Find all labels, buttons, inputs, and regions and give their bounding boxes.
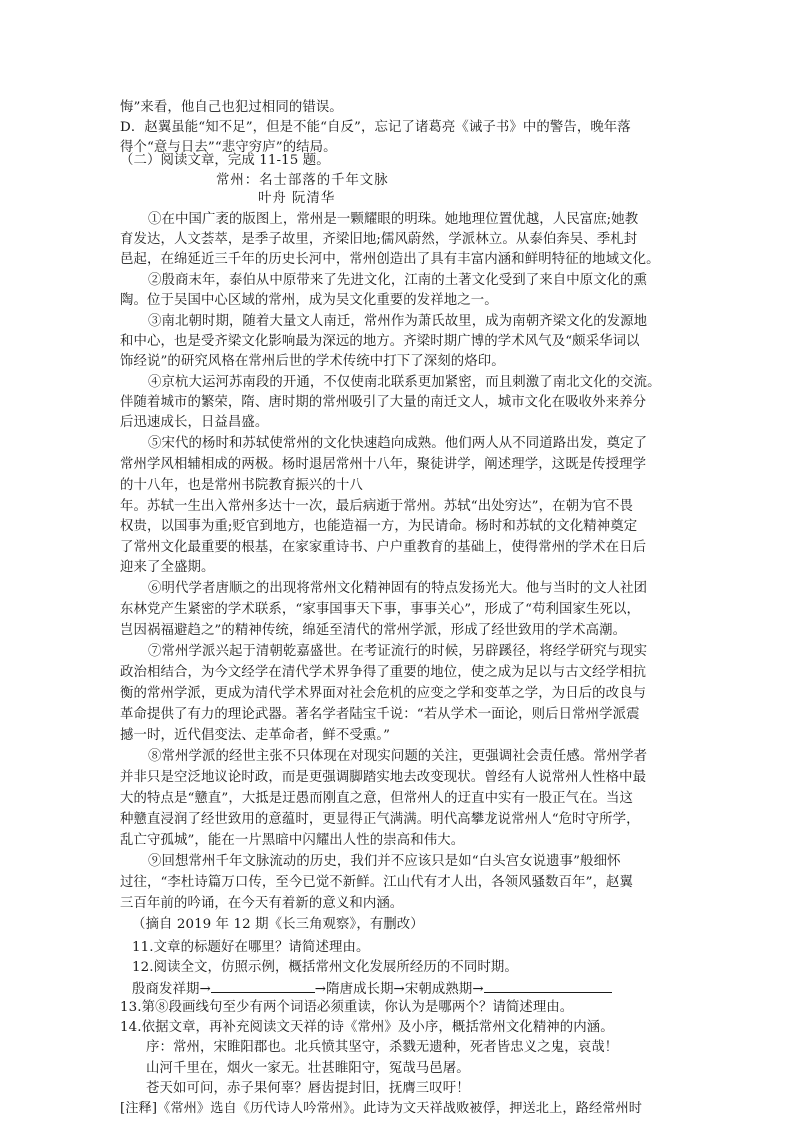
paragraph-4-line: 伴随着城市的繁荣，隋、唐时期的常州吸引了大量的南迁文人，城市文化在吸收外来养分	[120, 395, 647, 410]
paragraph-6-line: 岂因祸福避趋之”的精神传统，绵延至清代的常州学派，形成了经世致用的学术高潮。	[120, 623, 627, 638]
paragraph-3-line: 饰经说”的研究风格在常州后世的学术传统中打下了深刻的烙印。	[120, 354, 505, 369]
paragraph-6-line: ⑥明代学者唐顺之的出现将常州文化精神固有的特点发扬光大。他与当时的文人社团	[148, 581, 648, 596]
paragraph-1-line: 邑起，在绵延近三千年的历史长河中，常州创造出了具有丰富内涵和鲜明特征的地域文化。	[120, 252, 660, 267]
paragraph-7-line: ⑦常州学派兴起于清朝乾嘉盛世。在考证流行的时候，另辟蹊径，将经学研究与现实	[148, 644, 648, 659]
paragraph-1-line: ①在中国广袤的版图上，常州是一颗耀眼的明珠。她地理位置优越，人民富庶;她教	[148, 212, 639, 227]
paragraph-5-line: 权贵，以国事为重;贬官到地方，也能造福一方，为民请命。杨时和苏轼的文化精神奠定	[120, 519, 638, 534]
paragraph-5-line: 常州学风相辅相成的两极。杨时退居常州十八年，聚徒讲学，阐述理学，这既是传授理学	[120, 457, 647, 472]
paragraph-5-line: 的十八年，也是常州书院教育振兴的十八	[120, 478, 363, 493]
q12-prefix: 殷商发祥期→	[132, 982, 211, 997]
paragraph-7-line: 衡的常州学派，更成为清代学术界面对社会危机的应变之学和变革之学，为日后的改良与	[120, 686, 647, 701]
paragraph-1-line: 育发达，人文荟萃，是季子故里，齐梁旧地;儒风蔚然，学派林立。从泰伯奔吴、季札封	[120, 232, 638, 247]
paragraph-7-line: 政治相结合，为今文经学在清代学术界争得了重要的地位，使之成为足以与古文经学相抗	[120, 665, 647, 680]
paragraph-8-line: ⑧常州学派的经世主张不只体现在对现实问题的关注，更强调社会责任感。常州学者	[148, 749, 648, 764]
question-14: 14.依据文章，再补充阅读文天祥的诗《常州》及小序，概括常州文化精神的内涵。	[120, 1020, 614, 1035]
paragraph-7-line: 撼一时，近代倡变法、走革命者，鲜不受熏。”	[120, 728, 391, 743]
paragraph-8-line: 乱亡守孤城”，能在一片黑暗中闪耀出人性的崇高和伟大。	[120, 833, 465, 848]
question-13: 13.第⑧段画线句至少有两个词语必须重读，你认为是哪两个？请简述理由。	[120, 1000, 574, 1015]
article-title: 常州：名士部落的千年文脉	[216, 173, 389, 188]
question-12-fill-line	[132, 978, 694, 998]
article-author: 叶舟 阮清华	[258, 191, 336, 206]
paragraph-5-line: 迎来了全盛期。	[120, 560, 215, 575]
paragraph-9-line: 三百年前的吟诵，在今天有着新的意义和内涵。	[120, 896, 404, 911]
source-citation: （摘自 2019 年 12 期《长三角观察》，有删改）	[132, 917, 424, 932]
q12-middle: →隋唐成长期→宋朝成熟期→	[314, 982, 484, 997]
answer-blank-1[interactable]	[211, 978, 315, 993]
text-line: 得个“意与日去”“悲守穷庐”的结局。	[120, 140, 337, 155]
text-line: 悔”来看，他自己也犯过相同的错误。	[120, 100, 343, 115]
paragraph-9-line: ⑨回想常州千年文脉流动的历史，我们并不应该只是如“白头宫女说遗事”般细怀	[148, 854, 621, 869]
section-heading: （二）阅读文章，完成 11-15 题。	[120, 153, 330, 168]
paragraph-4-line: ④京杭大运河苏南段的开通，不仅使南北联系更加紧密，而且刺激了南北文化的交流。	[148, 375, 661, 390]
option-d: D．赵翼虽能“知不足”，但是不能“自反”，忘记了诸葛亮《诫子书》中的警告，晚年落	[120, 120, 631, 135]
paragraph-6-line: 东林党产生紧密的学术联系，“家事国事天下事，事事关心”，形成了“苟利国家生死以，	[120, 602, 640, 617]
poem-line: 山河千里在，烟火一家无。壮甚睢阳守，冤哉马邑屠。	[146, 1061, 470, 1076]
paragraph-9-line: 过往，“李杜诗篇万口传，至今已觉不新鲜。江山代有才人出，各领风骚数百年”，赵翼	[120, 875, 634, 890]
answer-blank-2[interactable]	[484, 978, 612, 993]
paragraph-2-line: 陶。位于吴国中心区域的常州，成为吴文化重要的发祥地之一。	[120, 293, 498, 308]
question-11: 11.文章的标题好在哪里？请简述理由。	[132, 940, 370, 955]
paragraph-5-line: 了常州文化最重要的根基，在家家重诗书、户户重教育的基础上，使得常州的学术在日后	[120, 540, 647, 555]
paragraph-5-line: ⑤宋代的杨时和苏轼使常州的文化快速趋向成熟。他们两人从不同道路出发，奠定了	[148, 436, 648, 451]
annotation-note: [注释]《常州》选自《历代诗人吟常州》。此诗为文天祥战败被俘，押送北上，路经常州时	[120, 1101, 643, 1116]
paragraph-8-line: 大的特点是“戆直”，大抵是迂愚而刚直之意，但常州人的迂直中实有一股正气在。当这	[120, 791, 634, 806]
poem-line: 苍天如可问，赤子果何辜？唇齿提封旧，抚膺三叹吁！	[146, 1081, 470, 1096]
question-12: 12.阅读全文，仿照示例，概括常州文化发展所经历的不同时期。	[132, 960, 518, 975]
paragraph-8-line: 种戆直浸润了经世致用的意蕴时，更显得正气满满。明代高攀龙说常州人“危时守所学，	[120, 812, 640, 827]
poem-preface: 序：常州，宋睢阳郡也。北兵愤其坚守，杀戮无遗种，死者皆忠义之鬼，哀哉！	[146, 1040, 619, 1055]
paragraph-5-line: 年。苏轼一生出入常州多达十一次，最后病逝于常州。苏轼“出处穷达”，在朝为官不畏	[120, 499, 634, 514]
paragraph-8-line: 并非只是空泛地议论时政，而是更强调脚踏实地去改变现状。曾经有人说常州人性格中最	[120, 770, 647, 785]
paragraph-7-line: 革命提供了有力的理论武器。著名学者陆宝千说：“若从学术一面论，则后日常州学派震	[120, 707, 640, 722]
paragraph-2-line: ②殷商末年，泰伯从中原带来了先进文化，江南的土著文化受到了来自中原文化的熏	[148, 273, 648, 288]
paragraph-4-line: 后迅速成长，日益昌盛。	[120, 415, 269, 430]
paragraph-3-line: ③南北朝时期，随着大量文人南迁，常州作为萧氏故里，成为南朝齐梁文化的发源地	[148, 314, 648, 329]
paragraph-3-line: 和中心，也是受齐梁文化影响最为深远的地方。齐梁时期广博的学术风气及“颇采华词以	[120, 334, 640, 349]
